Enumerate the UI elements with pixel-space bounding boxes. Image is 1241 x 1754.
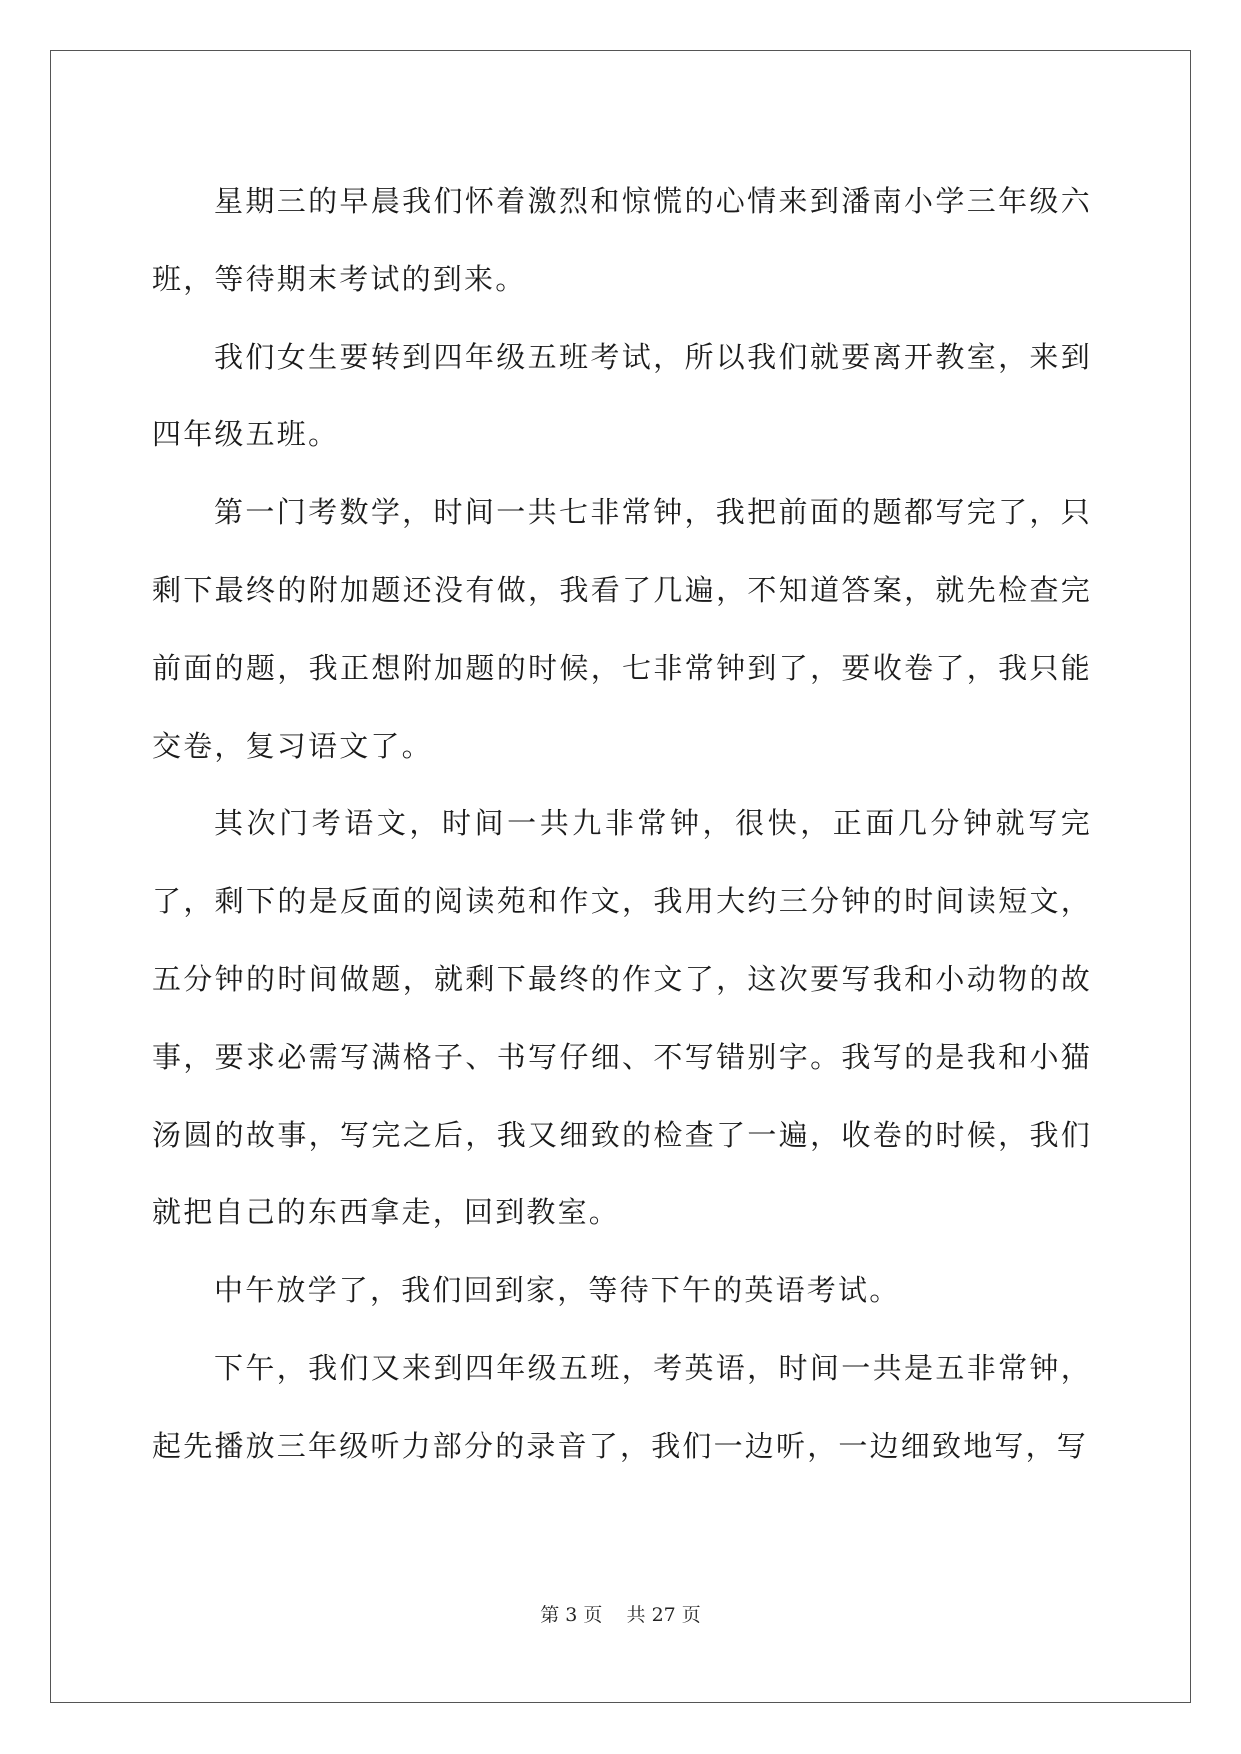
page-footer: [0, 1600, 1241, 1627]
paragraph: 其次门考语文，时间一共九非常钟，很快，正面几分钟就写完了，剩下的是反面的阅读苑和作文，我用大约三分钟的时间读短文，五分钟的时间做题，就剩下最终的作文了，这次要写我和小动物的故事，要求必需写满格子、书写仔细、不写错别字。我写的是我和小猫汤圆的故事，写完之后，我又细致的检查了一遍，收卷的时候，我们就把自己的东西拿走，回到教室。: [152, 806, 1092, 1230]
page-number: 第 3 页: [540, 1604, 603, 1626]
paragraph: 下午，我们又来到四年级五班，考英语，时间一共是五非常钟，起先播放三年级听力部分的录音了，我们一边听，一边细致地写，写: [152, 1350, 1092, 1463]
paragraph: 星期三的早晨我们怀着激烈和惊慌的心情来到潘南小学三年级六班，等待期末考试的到来。: [152, 184, 1092, 296]
paragraph: 中午放学了，我们回到家，等待下午的英语考试。: [214, 1273, 901, 1308]
paragraph: 第一门考数学，时间一共七非常钟，我把前面的题都写完了，只剩下最终的附加题还没有做，我看了几遍，不知道答案，就先检查完前面的题，我正想附加题的时候，七非常钟到了，要收卷了，我只能交卷，复习语文了。: [152, 495, 1092, 763]
page-total: 共 27 页: [626, 1604, 701, 1626]
paragraph: 我们女生要转到四年级五班考试，所以我们就要离开教室，来到四年级五班。: [152, 339, 1092, 452]
document-body: [152, 163, 1092, 1486]
